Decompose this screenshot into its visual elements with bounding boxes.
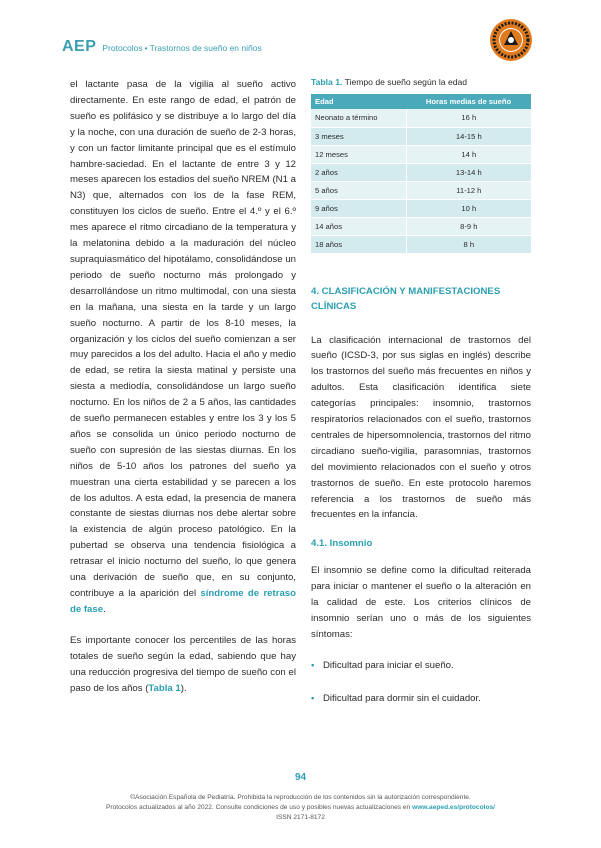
page-header [62,38,262,58]
table-cell-hours: 13-14 h [406,163,531,181]
table-caption [311,77,531,87]
table-cell-hours: 11-12 h [406,181,531,199]
header-separator: • [144,43,148,53]
section-heading-clasificacion: 4. CLASIFICACIÓN Y MANIFESTACIONES CLÍNICAS [311,285,501,312]
list-item: • Dificultad para dormir sin el cuidador. [311,691,531,707]
table-header-edad: Edad [311,94,406,109]
symptom-list [311,658,531,707]
sindrome-retraso-fase-link[interactable]: síndrome de retraso de fase [70,588,296,615]
body-paragraph-insomnio: El insomnio se define como la dificultad reiterada para iniciar o mantener el sueño o la alteración en la calidad de este. Los criterios clínicos de insomnio serían uno o más de los siguientes síntomas: [311,565,531,640]
header-section: Protocolos [102,43,143,53]
table-cell-age: 5 años [311,181,406,199]
left-column [70,77,296,711]
table-cell-hours: 8 h [406,235,531,253]
footer-issn: ISSN 2171-8172 [276,814,325,821]
bullet-icon: • [311,659,315,671]
table-cell-age: 12 meses [311,145,406,163]
footer-copyright: ©Asociación Española de Pediatría. Prohibida la reproducción de los contenidos sin la autorización correspondiente. [130,794,471,801]
table-row [311,235,531,253]
body-paragraph-icsd3: La clasificación internacional de trastornos del sueño (ICSD-3, por sus siglas en inglés) describe los trastornos del sueño más frecuentes en niños y adultos. Esta clasificación identifica siete categorías principales: insomnio, trastornos respiratorios relacionados con el sueño, trastornos centrales de hipersomnolencia, trastornos del ritmo circadiano sueño-vigilia, parasomnias, trastornos del movimiento relacionados con el sueño y otros trastornos de sueño. En este protocolo haremos referencia a los trastornos de sueño más frecuentes en la infancia. [311,334,531,521]
table-cell-hours: 8-9 h [406,217,531,235]
sleep-time-table [311,94,531,254]
aep-seal-icon [489,18,533,62]
body-paragraph-percentiles: Es importante conocer los percentiles de las horas totales de sueño según la edad, sabiendo que hay una reducción progresiva del tiempo de sueño con el paso de los años (Tabla 1). [70,634,296,694]
table-row [311,199,531,217]
table-cell-age: 9 años [311,199,406,217]
table-cell-age: 18 años [311,235,406,253]
table-cell-hours: 16 h [406,109,531,127]
header-breadcrumb [102,43,261,53]
header-title: Trastornos de sueño en niños [149,43,262,53]
table-cell-hours: 10 h [406,199,531,217]
table-row [311,163,531,181]
table-header-horas: Horas medias de sueño [406,94,531,109]
table-cell-age: 14 años [311,217,406,235]
table-row [311,181,531,199]
table-label: Tabla 1. [311,77,343,87]
subheading-insomnio: 4.1. Insomnio [311,538,373,550]
brand-logo: AEP [62,38,97,55]
table-row [311,217,531,235]
bullet-icon: • [311,692,315,704]
tabla-1-link[interactable]: Tabla 1 [148,682,181,694]
table-row [311,109,531,127]
page-footer [0,793,601,823]
table-row [311,145,531,163]
table-cell-age: Neonato a término [311,109,406,127]
list-item: • Dificultad para iniciar el sueño. [311,658,531,674]
table-cell-hours: 14-15 h [406,127,531,145]
table-cell-hours: 14 h [406,145,531,163]
table-cell-age: 2 años [311,163,406,181]
table-caption-text: Tiempo de sueño según la edad [344,77,468,87]
footer-protocols-link[interactable]: www.aeped.es/protocolos/ [412,804,495,811]
table-cell-age: 3 meses [311,127,406,145]
page-number: 94 [294,772,307,783]
body-paragraph-development: el lactante pasa de la vigilia al sueño activo directamente. En este rango de edad, el patrón de sueño es polifásico y se distribuye a lo largo del día y la noche, con una duración de sueño de 2-3 horas, y con un factor limitante principal que es el estímulo hambre-saciedad. En el lactante de entre 3 y 12 meses aparecen los estadios del sueño NREM (N1 a N3) que, alternados con los de la fase REM, constituyen los ciclos de sueño. Entre el 4.º y el 6.º mes aparece el ritmo circadiano de la temperatura y la melatonina debido a la maduración del núcleo supraquiasmático del hipotálamo, consolidándose un periodo de sueño nocturno más prolongado y desarrollándose un ritmo multimodal, con una siesta en la mañana, una siesta en la tarde y un largo sueño nocturno. A partir de los 8-10 meses, la organización y los ciclos del sueño comienzan a ser muy parecidos a los del adulto. Hacia el año y medio de edad, se retira la siesta matinal y persiste una siesta a mediodía, consolidándose un largo sueño nocturno. En los niños de 2 a 5 años, las cantidades de sueño permanecen estables y entre los 3 y los 5 años se consolida un único periodo nocturno de sueño con supresión de las siestas diurnas. En los niños de 5-10 años los patrones del sueño ya muestran una cierta estabilidad y se parecen a los de los adultos. A esta edad, la presencia de manera constante de siestas diurnas nos debe alertar sobre la existencia de algún proceso patológico. En la pubertad se observa una tendencia fisiológica a retrasar el inicio nocturno del sueño, lo que genera una derivación de sueño que, en su conjunto, contribuye a la aparición del síndrome de retraso de fase. [70,79,296,615]
table-row [311,127,531,145]
right-column [311,77,531,724]
footer-update-note: Protocolos actualizados al año 2022. Consulte condiciones de uso y posibles nuevas actualizaciones en www.aeped.es/protocolos/ [105,804,495,811]
